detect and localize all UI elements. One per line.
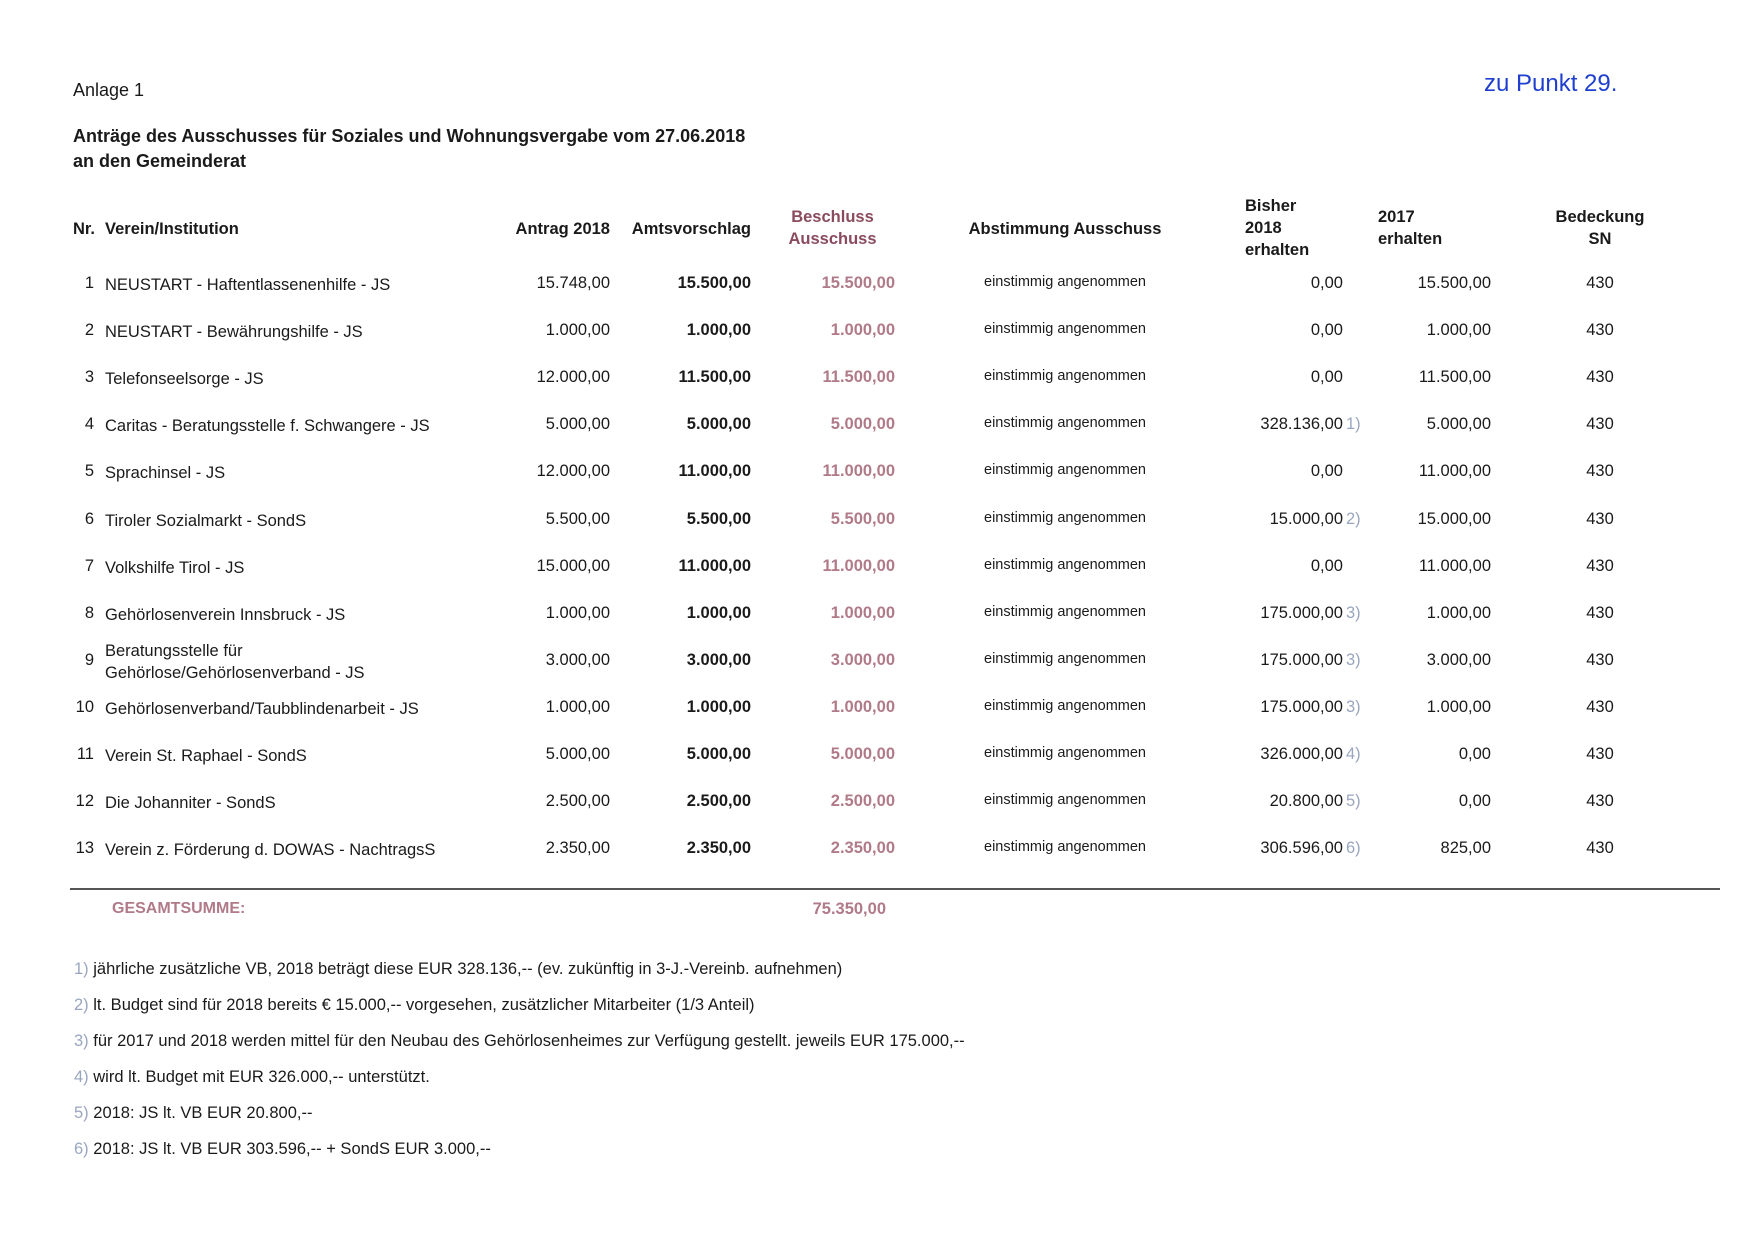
- col-header-abstimmung: Abstimmung Ausschuss: [968, 220, 1162, 238]
- col-header-bedeckung-line2: SN: [1588, 230, 1612, 248]
- row-amtsvorschlag: 15.500,00: [677, 274, 751, 292]
- total-divider: [70, 888, 1720, 890]
- row-footnote-ref: 5): [1346, 792, 1361, 811]
- row-abstimmung: einstimmig angenommen: [984, 745, 1146, 761]
- row-beschluss: 5.500,00: [830, 509, 895, 528]
- col-header-beschluss: [770, 206, 895, 250]
- row-institution: [105, 368, 264, 390]
- footnote-mark: 1): [74, 960, 89, 978]
- row-bedeckung-sn: 430: [1586, 462, 1614, 481]
- row-antrag: 5.000,00: [545, 415, 610, 434]
- zu-punkt-label: zu Punkt 29.: [1484, 70, 1618, 97]
- row-number: 1: [84, 274, 94, 292]
- row-beschluss: 11.000,00: [822, 462, 895, 481]
- footnote-text: 2018: JS lt. VB EUR 303.596,-- + SondS EUR 3.000,--: [93, 1140, 491, 1158]
- row-abstimmung: einstimmig angenommen: [984, 274, 1146, 290]
- row-footnote-ref: 3): [1346, 650, 1361, 669]
- row-beschluss: 2.500,00: [830, 792, 895, 811]
- row-number: 6: [84, 509, 94, 528]
- row-number: 11: [76, 745, 94, 763]
- row-2017-erhalten: 5.000,00: [1426, 415, 1491, 434]
- row-footnote-ref: 2): [1346, 509, 1361, 528]
- document-subtitle: an den Gemeinderat: [73, 151, 247, 171]
- row-institution: [105, 274, 390, 296]
- row-antrag: 3.000,00: [545, 650, 610, 669]
- col-header-beschluss-line2: Ausschuss: [788, 230, 877, 248]
- row-institution-line1: NEUSTART - Haftentlassenenhilfe - JS: [105, 276, 391, 294]
- row-amtsvorschlag: 3.000,00: [686, 650, 751, 669]
- row-bisher-erhalten: 175.000,00: [1260, 650, 1343, 669]
- row-abstimmung: einstimmig angenommen: [984, 415, 1146, 432]
- row-number: 5: [84, 462, 94, 481]
- row-institution: [105, 415, 430, 437]
- footnote-text: wird lt. Budget mit EUR 326.000,-- unterstützt.: [93, 1068, 430, 1086]
- row-number: 9: [84, 650, 94, 669]
- row-bedeckung-sn: 430: [1586, 321, 1614, 340]
- row-abstimmung: einstimmig angenommen: [984, 839, 1146, 856]
- row-amtsvorschlag: 11.500,00: [678, 368, 751, 387]
- footnote: [74, 996, 755, 1015]
- row-bisher-erhalten: 15.000,00: [1269, 509, 1343, 528]
- col-header-bisher-line1: Bisher: [1245, 197, 1297, 215]
- row-amtsvorschlag: 1.000,00: [686, 603, 751, 622]
- row-institution-line1: Volkshilfe Tirol - JS: [105, 558, 245, 577]
- footnote: [74, 960, 842, 979]
- row-antrag: 12.000,00: [536, 368, 610, 387]
- row-institution-line1: NEUSTART - Bewährungshilfe - JS: [105, 323, 363, 342]
- row-antrag: 1.000,00: [545, 321, 610, 340]
- row-institution-line1: Caritas - Beratungsstelle f. Schwangere - JS: [105, 417, 430, 436]
- footnote: [74, 1104, 312, 1123]
- row-bisher-erhalten: 0,00: [1310, 321, 1343, 340]
- row-bedeckung-sn: 430: [1586, 556, 1614, 575]
- row-antrag: 15.000,00: [536, 556, 610, 575]
- row-antrag: 15.748,00: [536, 274, 610, 292]
- row-bisher-erhalten: 326.000,00: [1260, 745, 1343, 763]
- row-abstimmung: einstimmig angenommen: [984, 509, 1146, 526]
- row-footnote-ref: 1): [1346, 415, 1361, 434]
- col-header-bedeckung: [1535, 206, 1665, 250]
- row-institution: [105, 604, 345, 626]
- row-antrag: 2.500,00: [545, 792, 610, 811]
- footnote-mark: 3): [74, 1032, 89, 1050]
- col-header-2017-line1: 2017: [1378, 208, 1415, 226]
- row-amtsvorschlag: 11.000,00: [678, 556, 751, 575]
- col-header-antrag: Antrag 2018: [515, 220, 610, 238]
- row-2017-erhalten: 11.500,00: [1418, 368, 1491, 387]
- row-number: 7: [84, 556, 94, 575]
- row-institution-line1: Verein z. Förderung d. DOWAS - NachtragsS: [105, 841, 436, 860]
- footnote-text: für 2017 und 2018 werden mittel für den Neubau des Gehörlosenheimes zur Verfügung gestellt. jeweils EUR 175.000,--: [93, 1032, 965, 1050]
- row-amtsvorschlag: 5.500,00: [686, 509, 751, 528]
- row-bisher-erhalten: 0,00: [1310, 462, 1343, 481]
- col-header-bisher-line3: erhalten: [1245, 241, 1310, 259]
- row-number: 13: [75, 839, 94, 858]
- row-antrag: 5.000,00: [545, 745, 610, 763]
- row-antrag: 12.000,00: [536, 462, 610, 481]
- row-beschluss: 5.000,00: [830, 745, 895, 763]
- col-header-nr: Nr.: [73, 220, 96, 238]
- col-header-2017-line2: erhalten: [1378, 230, 1443, 248]
- row-bisher-erhalten: 20.800,00: [1269, 792, 1343, 811]
- anlage-label: Anlage 1: [73, 80, 145, 100]
- row-bedeckung-sn: 430: [1586, 368, 1614, 387]
- row-institution-line1: Telefonseelsorge - JS: [105, 370, 264, 389]
- row-beschluss: 1.000,00: [830, 321, 895, 340]
- row-footnote-ref: 3): [1346, 603, 1361, 622]
- row-institution-line1: Gehörlosenverband/Taubblindenarbeit - JS: [105, 699, 419, 718]
- row-bedeckung-sn: 430: [1586, 509, 1614, 528]
- row-bedeckung-sn: 430: [1586, 415, 1614, 434]
- row-number: 4: [84, 415, 94, 434]
- row-amtsvorschlag: 5.000,00: [686, 415, 751, 434]
- row-institution-line1: Die Johanniter - SondS: [105, 794, 276, 813]
- total-value: 75.350,00: [812, 900, 886, 918]
- row-institution-line1: Gehörlosenverein Innsbruck - JS: [105, 605, 346, 624]
- row-2017-erhalten: 0,00: [1458, 745, 1491, 763]
- col-header-bisher: [1245, 195, 1309, 261]
- row-bisher-erhalten: 328.136,00: [1260, 415, 1343, 434]
- row-amtsvorschlag: 1.000,00: [686, 321, 751, 340]
- row-bedeckung-sn: 430: [1586, 603, 1614, 622]
- row-amtsvorschlag: 11.000,00: [678, 462, 751, 481]
- col-header-amtsvorschlag: Amtsvorschlag: [631, 220, 751, 238]
- row-bedeckung-sn: 430: [1586, 650, 1614, 669]
- row-bisher-erhalten: 0,00: [1310, 274, 1343, 292]
- footnote-text: 2018: JS lt. VB EUR 20.800,--: [93, 1104, 313, 1122]
- row-abstimmung: einstimmig angenommen: [984, 697, 1146, 714]
- row-beschluss: 15.500,00: [821, 274, 895, 292]
- row-institution: [105, 640, 365, 684]
- row-2017-erhalten: 11.000,00: [1418, 556, 1491, 575]
- row-beschluss: 3.000,00: [830, 650, 895, 669]
- row-beschluss: 11.000,00: [822, 556, 895, 575]
- footnote-mark: 2): [74, 996, 89, 1014]
- footnote-mark: 5): [74, 1104, 89, 1122]
- col-header-verein: Verein/Institution: [105, 220, 239, 238]
- footnote-mark: 4): [74, 1068, 89, 1086]
- row-institution-line2: Gehörlose/Gehörlosenverband - JS: [105, 663, 365, 682]
- footnote-text: jährliche zusätzliche VB, 2018 beträgt diese EUR 328.136,-- (ev. zukünftig in 3-J.-Vereinb. aufnehmen): [93, 960, 843, 978]
- row-footnote-ref: 4): [1346, 745, 1361, 763]
- row-abstimmung: einstimmig angenommen: [984, 368, 1146, 385]
- row-antrag: 2.350,00: [545, 839, 610, 858]
- row-abstimmung: einstimmig angenommen: [984, 556, 1146, 573]
- row-beschluss: 11.500,00: [822, 368, 895, 387]
- col-header-bisher-line2: 2018: [1245, 219, 1282, 237]
- row-institution-line1: Beratungsstelle für: [105, 641, 243, 660]
- row-bisher-erhalten: 0,00: [1310, 556, 1343, 575]
- col-header-beschluss-line1: Beschluss: [791, 208, 874, 226]
- row-antrag: 1.000,00: [545, 697, 610, 716]
- row-institution-line1: Tiroler Sozialmarkt - SondS: [105, 511, 307, 530]
- row-institution: [105, 698, 419, 720]
- col-header-2017: [1378, 206, 1442, 250]
- row-abstimmung: einstimmig angenommen: [984, 792, 1146, 809]
- row-abstimmung: einstimmig angenommen: [984, 462, 1146, 479]
- row-bisher-erhalten: 0,00: [1310, 368, 1343, 387]
- row-2017-erhalten: 15.000,00: [1417, 509, 1491, 528]
- row-number: 8: [84, 603, 94, 622]
- row-abstimmung: einstimmig angenommen: [984, 650, 1146, 667]
- row-number: 2: [84, 321, 94, 340]
- row-institution-line1: Verein St. Raphael - SondS: [105, 747, 307, 765]
- row-beschluss: 1.000,00: [830, 697, 895, 716]
- row-bedeckung-sn: 430: [1586, 697, 1614, 716]
- row-amtsvorschlag: 1.000,00: [686, 697, 751, 716]
- row-amtsvorschlag: 2.350,00: [686, 839, 751, 858]
- row-antrag: 1.000,00: [545, 603, 610, 622]
- row-institution: [105, 839, 435, 861]
- row-bisher-erhalten: 175.000,00: [1260, 697, 1343, 716]
- row-2017-erhalten: 1.000,00: [1426, 321, 1491, 340]
- row-institution: [105, 510, 306, 532]
- row-institution-line1: Sprachinsel - JS: [105, 464, 226, 483]
- row-2017-erhalten: 1.000,00: [1426, 697, 1491, 716]
- total-label: GESAMTSUMME:: [112, 900, 246, 917]
- row-number: 3: [84, 368, 94, 387]
- row-number: 10: [75, 697, 94, 716]
- row-bedeckung-sn: 430: [1586, 745, 1614, 763]
- footnote-text: lt. Budget sind für 2018 bereits € 15.000,-- vorgesehen, zusätzlicher Mitarbeiter (1/3 Anteil): [93, 996, 755, 1014]
- row-footnote-ref: 6): [1346, 839, 1361, 858]
- row-bedeckung-sn: 430: [1586, 792, 1614, 811]
- row-2017-erhalten: 3.000,00: [1426, 650, 1491, 669]
- row-abstimmung: einstimmig angenommen: [984, 321, 1146, 338]
- row-institution: [105, 557, 244, 579]
- footnote: [74, 1140, 491, 1159]
- row-footnote-ref: 3): [1346, 697, 1361, 716]
- row-institution: [105, 321, 363, 343]
- footnote: [74, 1032, 965, 1051]
- row-2017-erhalten: 0,00: [1458, 792, 1491, 811]
- row-bisher-erhalten: 306.596,00: [1260, 839, 1343, 858]
- document-title: Anträge des Ausschusses für Soziales und Wohnungsvergabe vom 27.06.2018: [73, 126, 746, 146]
- row-2017-erhalten: 1.000,00: [1426, 603, 1491, 622]
- col-header-bedeckung-line1: Bedeckung: [1555, 208, 1645, 226]
- row-beschluss: 2.350,00: [830, 839, 895, 858]
- row-amtsvorschlag: 2.500,00: [686, 792, 751, 811]
- row-2017-erhalten: 11.000,00: [1418, 462, 1491, 481]
- row-2017-erhalten: 15.500,00: [1417, 274, 1491, 292]
- row-bedeckung-sn: 430: [1586, 839, 1614, 858]
- row-2017-erhalten: 825,00: [1440, 839, 1491, 858]
- footnote-mark: 6): [74, 1140, 89, 1158]
- row-number: 12: [75, 792, 94, 811]
- row-bisher-erhalten: 175.000,00: [1260, 603, 1343, 622]
- row-beschluss: 5.000,00: [830, 415, 895, 434]
- row-abstimmung: einstimmig angenommen: [984, 603, 1146, 620]
- row-antrag: 5.500,00: [545, 509, 610, 528]
- footnote: [74, 1068, 430, 1087]
- row-institution: [105, 462, 225, 484]
- row-amtsvorschlag: 5.000,00: [686, 745, 751, 763]
- row-institution: [105, 745, 307, 767]
- row-beschluss: 1.000,00: [830, 603, 895, 622]
- row-bedeckung-sn: 430: [1586, 274, 1614, 292]
- row-institution: [105, 792, 276, 814]
